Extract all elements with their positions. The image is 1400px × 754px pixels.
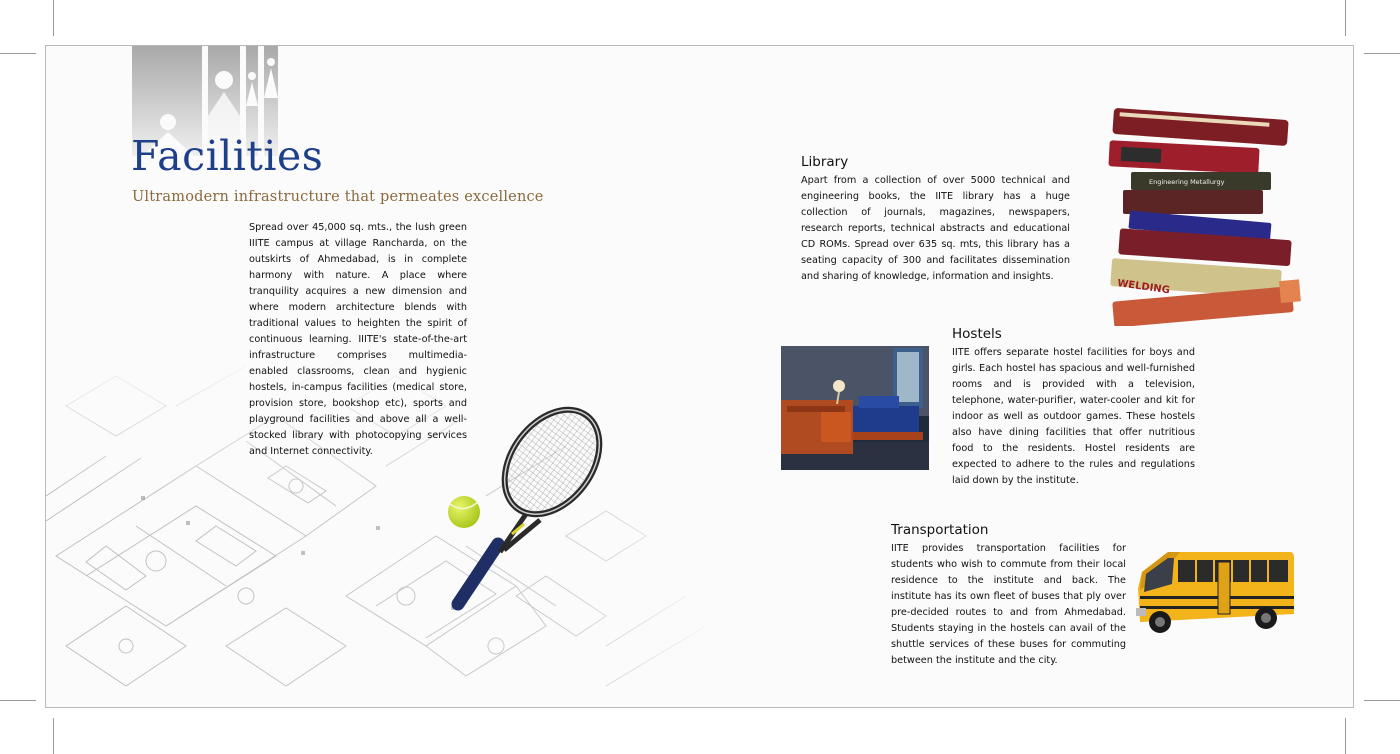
crop-mark	[53, 718, 54, 754]
crop-mark	[1345, 0, 1346, 36]
hostels-heading: Hostels	[952, 326, 1002, 342]
hostels-section	[952, 326, 1195, 489]
hostel-room-image	[781, 346, 929, 470]
book-spine-label: WELDING	[1116, 278, 1171, 297]
books-stack-image	[1101, 104, 1306, 326]
crop-mark	[0, 700, 36, 701]
page-title: Facilities	[131, 132, 324, 180]
crop-mark	[53, 0, 54, 36]
library-text: Apart from a collection of over 5000 technical and engineering books, the IITE library has a huge collection of journals, magazines, newspapers, research reports, technical abstracts and educational CD ROMs. Spread over 635 sq. mts, this library has a seating capacity of 300 and facilitates dissemination and sharing of knowledge, information and insights.	[801, 175, 1070, 282]
hostels-text: IITE offers separate hostel facilities for boys and girls. Each hostel has spacious and well-furnished rooms and is provided with a television, telephone, water-purifier, water-cooler and kit for indoor as well as outdoor games. These hostels also have dining facilities that offer nutritious food to the residents. Hostel residents are expected to adhere to the rules and regulations laid down by the institute.	[952, 347, 1195, 486]
book-spine-label: Engineering Metallurgy	[1149, 178, 1225, 186]
transportation-section	[891, 522, 1126, 669]
intro-paragraph: Spread over 45,000 sq. mts., the lush green IIITE campus at village Rancharda, on the outskirts of Ahmedabad, is in complete harmony with nature. A place where tranquility acquires a new dimension and where modern architecture blends with traditional values to heighten the spirit of continuous learning. IIITE's state-of-the-art infrastructure comprises multimedia-enabled classrooms, clean and hygienic hostels, in-campus facilities (medical store, provision store, bookshop etc), sports and playground facilities and above all a well-stocked library with photocopying services and Internet connectivity.	[249, 222, 467, 457]
transportation-heading: Transportation	[891, 522, 989, 538]
library-section	[801, 154, 1070, 285]
crop-mark	[1364, 700, 1400, 701]
page-tagline: Ultramodern infrastructure that permeates excellence	[132, 189, 544, 205]
school-bus-image	[1134, 544, 1296, 644]
crop-mark	[1364, 53, 1400, 54]
transportation-text: IITE provides transportation facilities for students who wish to commute from their local residence to the institute and back. The institute has its own fleet of buses that ply over pre-decided routes to and from Ahmedabad. Students staying in the hostels can avail of the shuttle services of these buses for commuting between the institute and the city.	[891, 543, 1126, 666]
library-heading: Library	[801, 154, 849, 170]
crop-mark	[0, 53, 36, 54]
tennis-racket-image	[428, 402, 618, 622]
brochure-spread	[45, 45, 1354, 708]
crop-mark	[1345, 718, 1346, 754]
